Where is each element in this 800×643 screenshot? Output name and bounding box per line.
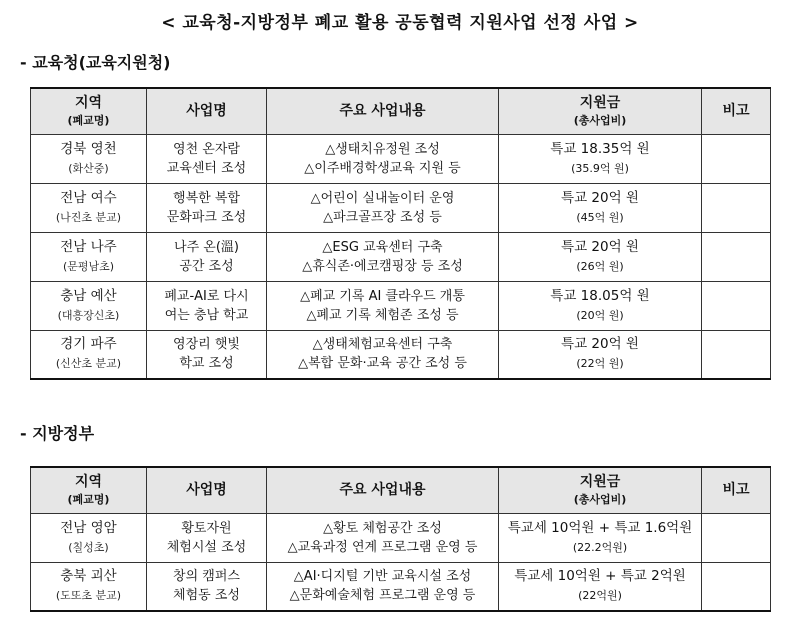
region-cell <box>31 513 147 562</box>
table-header-row <box>31 467 771 513</box>
project-name-line: 폐교-AI로 다시 <box>164 288 249 304</box>
header-region-label: 지역 <box>74 95 103 112</box>
project-content-line: △AI·디지털 기반 교육시설 조성 <box>293 569 472 585</box>
table-row <box>31 281 771 330</box>
total-budget: (22억 원) <box>576 357 624 371</box>
project-name-cell <box>147 183 267 232</box>
school-name: (칠성초) <box>68 540 109 554</box>
funding-amount: 특교세 10억원 + 특교 2억원 <box>514 568 686 585</box>
note-cell <box>702 183 771 232</box>
table-row <box>31 330 771 379</box>
table-row <box>31 232 771 281</box>
project-content-line: △폐교 기록 체험존 조성 등 <box>306 307 459 323</box>
project-name-line: 영장리 햇빛 <box>173 337 240 353</box>
project-content-cell <box>267 134 499 183</box>
school-name: (문평남초) <box>62 259 115 273</box>
project-content-line: △ESG 교육센터 구축 <box>322 239 443 255</box>
project-name-line: 나주 온(溫) <box>174 239 239 255</box>
funding-cell <box>499 134 702 183</box>
project-name-line: 체험시설 조성 <box>166 539 247 555</box>
region-name: 충남 예산 <box>60 287 117 304</box>
total-budget: (26억 원) <box>576 259 624 273</box>
project-name-line: 공간 조성 <box>179 258 234 274</box>
table-row <box>31 513 771 562</box>
section-heading-local-government: - 지방정부 <box>20 424 95 443</box>
project-content-line: △어린이 실내놀이터 운영 <box>310 190 455 206</box>
table-body <box>31 513 771 611</box>
project-name-cell <box>147 281 267 330</box>
project-name-cell <box>147 232 267 281</box>
project-content-cell <box>267 330 499 379</box>
project-name-cell <box>147 562 267 611</box>
school-name: (나진초 분교) <box>55 210 122 224</box>
header-funding-label: 지원금 <box>579 95 621 112</box>
note-cell <box>702 134 771 183</box>
project-name-line: 황토자원 <box>181 520 232 536</box>
header-content <box>267 467 499 513</box>
header-funding-sub: (총사업비) <box>573 493 627 507</box>
funding-cell <box>499 183 702 232</box>
school-name: (도또초 분교) <box>55 589 122 603</box>
header-funding-label: 지원금 <box>579 474 621 491</box>
project-content-line: △복합 문화·교육 공간 조성 등 <box>298 356 467 372</box>
total-budget: (20억 원) <box>576 308 624 322</box>
note-cell <box>702 281 771 330</box>
region-name: 전남 여수 <box>60 189 117 206</box>
region-cell <box>31 330 147 379</box>
header-funding <box>499 467 702 513</box>
header-note <box>702 88 771 134</box>
region-name: 경북 영천 <box>60 140 117 157</box>
funding-amount: 특교 18.05억 원 <box>550 287 650 304</box>
funding-cell <box>499 232 702 281</box>
section-heading-education-office: - 교육청(교육지원청) <box>20 53 171 72</box>
header-funding <box>499 88 702 134</box>
project-name-line: 교육센터 조성 <box>166 160 247 176</box>
project-name-line: 학교 조성 <box>179 356 234 372</box>
project-content-line: △휴식존·에코캠핑장 등 조성 <box>302 258 463 274</box>
funding-amount: 특교 20억 원 <box>561 238 639 255</box>
region-name: 전남 영암 <box>60 519 117 536</box>
region-name: 전남 나주 <box>60 238 117 255</box>
project-content-cell <box>267 281 499 330</box>
total-budget: (45억 원) <box>576 210 624 224</box>
project-name-cell <box>147 513 267 562</box>
project-name-cell <box>147 330 267 379</box>
project-name-line: 창의 캠퍼스 <box>173 569 240 585</box>
region-cell <box>31 232 147 281</box>
note-cell <box>702 232 771 281</box>
header-content-label: 주요 사업내용 <box>339 102 426 119</box>
header-funding-sub: (총사업비) <box>573 114 627 128</box>
project-name-line: 영천 온자람 <box>173 141 240 157</box>
table-row <box>31 183 771 232</box>
table-row <box>31 562 771 611</box>
project-content-cell <box>267 513 499 562</box>
project-name-cell <box>147 134 267 183</box>
header-region <box>31 88 147 134</box>
funding-amount: 특교세 10억원 + 특교 1.6억원 <box>507 519 693 536</box>
project-content-line: △황토 체험공간 조성 <box>323 520 442 536</box>
project-content-line: △교육과정 연계 프로그램 운영 등 <box>287 539 478 555</box>
header-project-label: 사업명 <box>186 481 227 498</box>
funding-amount: 특교 18.35억 원 <box>550 140 650 157</box>
total-budget: (35.9억 원) <box>571 161 629 175</box>
project-content-line: △이주배경학생교육 지원 등 <box>304 160 461 176</box>
school-name: (화산중) <box>68 161 109 175</box>
region-name: 충북 괴산 <box>60 568 117 585</box>
note-cell <box>702 330 771 379</box>
table-header-row <box>31 88 771 134</box>
note-cell <box>702 562 771 611</box>
header-content <box>267 88 499 134</box>
project-content-cell <box>267 183 499 232</box>
funding-cell <box>499 513 702 562</box>
local-government-projects-table <box>30 466 771 612</box>
header-note <box>702 467 771 513</box>
header-content-label: 주요 사업내용 <box>339 481 426 498</box>
project-name-line: 여는 충남 학교 <box>164 307 249 323</box>
project-name-line: 문화파크 조성 <box>166 209 247 225</box>
school-name: (신산초 분교) <box>55 357 122 371</box>
document-title: < 교육청-지방정부 폐교 활용 공동협력 지원사업 선정 사업 > <box>161 13 639 33</box>
project-content-line: △폐교 기록 AI 클라우드 개통 <box>300 288 465 304</box>
funding-cell <box>499 281 702 330</box>
total-budget: (22.2억원) <box>572 540 628 554</box>
project-content-cell <box>267 232 499 281</box>
project-content-line: △생태치유정원 조성 <box>325 141 440 157</box>
region-name: 경기 파주 <box>60 336 117 353</box>
project-content-line: △파크골프장 조성 등 <box>323 209 442 225</box>
header-region-label: 지역 <box>74 474 103 491</box>
header-note-label: 비고 <box>722 102 750 119</box>
header-region <box>31 467 147 513</box>
project-content-cell <box>267 562 499 611</box>
region-cell <box>31 281 147 330</box>
header-region-sub: (폐교명) <box>67 114 110 128</box>
table-row <box>31 134 771 183</box>
school-name: (대흥장신초) <box>57 308 120 322</box>
header-note-label: 비고 <box>722 481 750 498</box>
funding-cell <box>499 562 702 611</box>
region-cell <box>31 562 147 611</box>
region-cell <box>31 134 147 183</box>
header-project <box>147 88 267 134</box>
education-office-projects-table <box>30 87 771 380</box>
project-content-line: △생태체험교육센터 구축 <box>312 337 453 353</box>
funding-amount: 특교 20억 원 <box>561 189 639 206</box>
funding-amount: 특교 20억 원 <box>561 336 639 353</box>
funding-cell <box>499 330 702 379</box>
project-content-line: △문화예술체험 프로그램 운영 등 <box>289 588 476 604</box>
note-cell <box>702 513 771 562</box>
header-region-sub: (폐교명) <box>67 493 110 507</box>
total-budget: (22억원) <box>578 589 622 603</box>
project-name-line: 행복한 복합 <box>173 190 240 206</box>
region-cell <box>31 183 147 232</box>
header-project <box>147 467 267 513</box>
header-project-label: 사업명 <box>186 102 227 119</box>
table-body <box>31 134 771 379</box>
project-name-line: 체험동 조성 <box>173 588 240 604</box>
